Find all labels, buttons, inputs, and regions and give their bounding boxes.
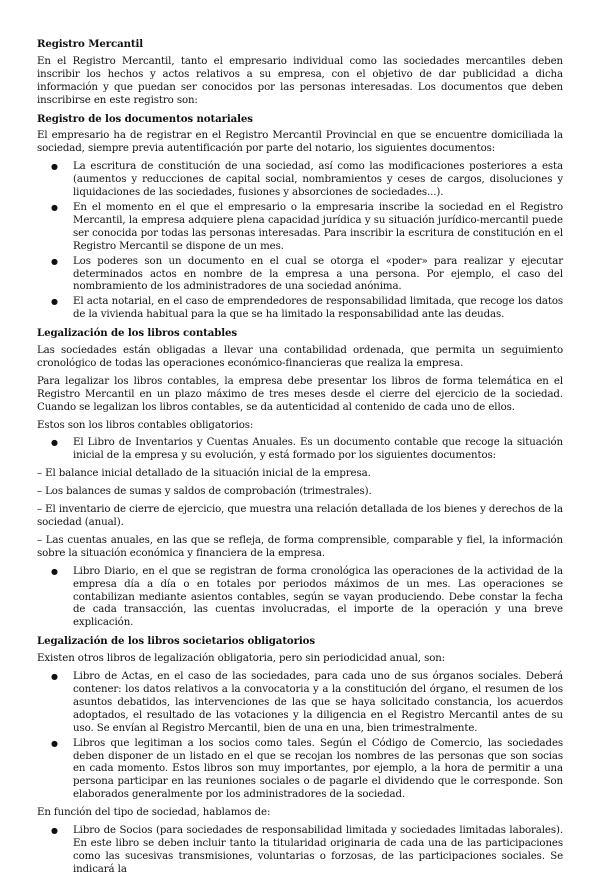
bullet-item: ● Libros que legitiman a los socios como tales. Según el Código de Comercio, las sociedades deben disponer de un listado en el que se recojan los nombres de las personas que son socias en cada momento. Estos libros son muy importantes, por ejemplo, a la hora de permitir a una persona participar en las reuniones sociales o de pagarle el dividendo que le corresponde. Son elaborados generalmente por los administradores de la sociedad.: [73, 738, 563, 803]
bullet-list: [37, 437, 563, 463]
bullet-item: ● El Libro de Inventarios y Cuentas Anuales. Es un documento contable que recoge la situación inicial de la empresa y su evolución, y está formado por los siguientes documentos:: [73, 437, 563, 463]
section-heading: Registro Mercantil: [37, 38, 144, 50]
bullet-list: [37, 671, 563, 802]
bullet-item: ● En el momento en el que el empresario o la empresaria inscribe la sociedad en el Registro Mercantil, la empresa adquiere plena capacidad jurídica y su situación jurídico-mercantil puede ser conocida por todas las personas interesadas. Para inscribir la escritura de constitución en el Registro Mercantil se dispone de un mes.: [73, 202, 563, 254]
dash-item: – El balance inicial detallado de la situación inicial de la empresa.: [37, 468, 371, 480]
paragraph: Estos son los libros contables obligatorios:: [37, 419, 254, 431]
dash-item: – Los balances de sumas y saldos de comprobación (trimestrales).: [37, 486, 372, 498]
paragraph: En el Registro Mercantil, tanto el empresario individual como las sociedades mercantiles deben inscribir los hechos y actos relativos a su empresa, con el objetivo de dar publicidad a dicha información y que puedan ser conocidos por las personas interesadas. Los documentos que deben inscribirse en este registro son:: [37, 55, 563, 106]
section-heading: Legalización de los libros contables: [37, 327, 238, 340]
section-registro-mercantil: [37, 38, 563, 108]
bullet-list: [37, 161, 563, 322]
bullet-item: ● La escritura de constitución de una sociedad, así como las modificaciones posteriores a esta (aumentos y reducciones de capital social, nombramientos y ceses de cargos, disoluciones y liquidaciones de las sociedades, fusiones y absorciones de sociedades...).: [73, 161, 563, 200]
paragraph: En función del tipo de sociedad, hablamos de:: [37, 807, 271, 819]
paragraph: Las sociedades están obligadas a llevar una contabilidad ordenada, que permita un seguimiento cronológico de todas las operaciones económico-financieras que realiza la empresa.: [37, 345, 563, 369]
bullet-item: ● Libro de Actas, en el caso de las sociedades, para cada uno de sus órganos sociales. Deberá contener: los datos relativos a la convocatoria y a la constitución del órgano, el resumen de los asuntos debatidos, las intervenciones de las que se haya solicitado constancia, los acuerdos adoptados, el resultado de las votaciones y la diligencia en el Registro Mercantil antes de su uso. Se envían al Registro Mercantil, bien de una en una, bien trimestralmente.: [73, 671, 563, 736]
bullet-list: [37, 566, 563, 631]
section-heading: Legalización de los libros societarios obligatorios: [37, 635, 315, 648]
section-heading: Registro de los documentos notariales: [37, 112, 253, 125]
paragraph: El empresario ha de registrar en el Registro Mercantil Provincial en que se encuentre domiciliada la sociedad, siempre previa autentificación por parte del notario, los siguientes documentos:: [37, 130, 563, 155]
paragraph: Para legalizar los libros contables, la empresa debe presentar los libros de forma telemática en el Registro Mercantil en un plazo máximo de tres meses desde el cierre del ejercicio de la sociedad. Cuando se legalizan los libros contables, se da autenticidad al contenido de cada uno de ellos.: [37, 375, 563, 413]
bullet-list: [37, 825, 563, 877]
dash-list: [37, 468, 563, 560]
section-libros-societarios: [37, 635, 563, 876]
bullet-item: ● Libro de Socios (para sociedades de responsabilidad limitada y sociedades limitadas laborales). En este libro se deben incluir tanto la titularidad originaria de cada una de las participaciones como las sucesivas transmisiones, voluntarias o forzosas, de las participaciones sociales. Se indicará la: [73, 825, 563, 877]
bullet-item: ● Los poderes son un documento en el cual se otorga el «poder» para realizar y ejecutar determinados actos en nombre de la empresa a una persona. Por ejemplo, el caso del nombramiento de los administradores de una sociedad anónima.: [73, 256, 563, 295]
section-libros-contables: [37, 327, 563, 630]
bullet-item: ● Libro Diario, en el que se registran de forma cronológica las operaciones de la actividad de la empresa día a día o en totales por periodos máximos de un mes. Las operaciones se contabilizan mediante asientos contables, según se vayan produciendo. Debe constar la fecha de cada transacción, las cuentas involucradas, el importe de la operación y una breve explicación.: [73, 566, 563, 631]
section-documentos-notariales: [37, 113, 563, 323]
paragraph: Existen otros libros de legalización obligatoria, pero sin periodicidad anual, son:: [37, 653, 446, 665]
bullet-item: ● El acta notarial, en el caso de emprendedores de responsabilidad limitada, que recoge los datos de la vivienda habitual para la que se ha limitado la responsabilidad ante las deudas.: [73, 296, 563, 322]
dash-item: – El inventario de cierre de ejercicio, que muestra una relación detallada de los bienes y derechos de la sociedad (anual).: [37, 504, 563, 528]
dash-item: – Las cuentas anuales, en las que se refleja, de forma comprensible, comparable y fiel, la información sobre la situación económica y financiera de la empresa.: [37, 534, 563, 559]
